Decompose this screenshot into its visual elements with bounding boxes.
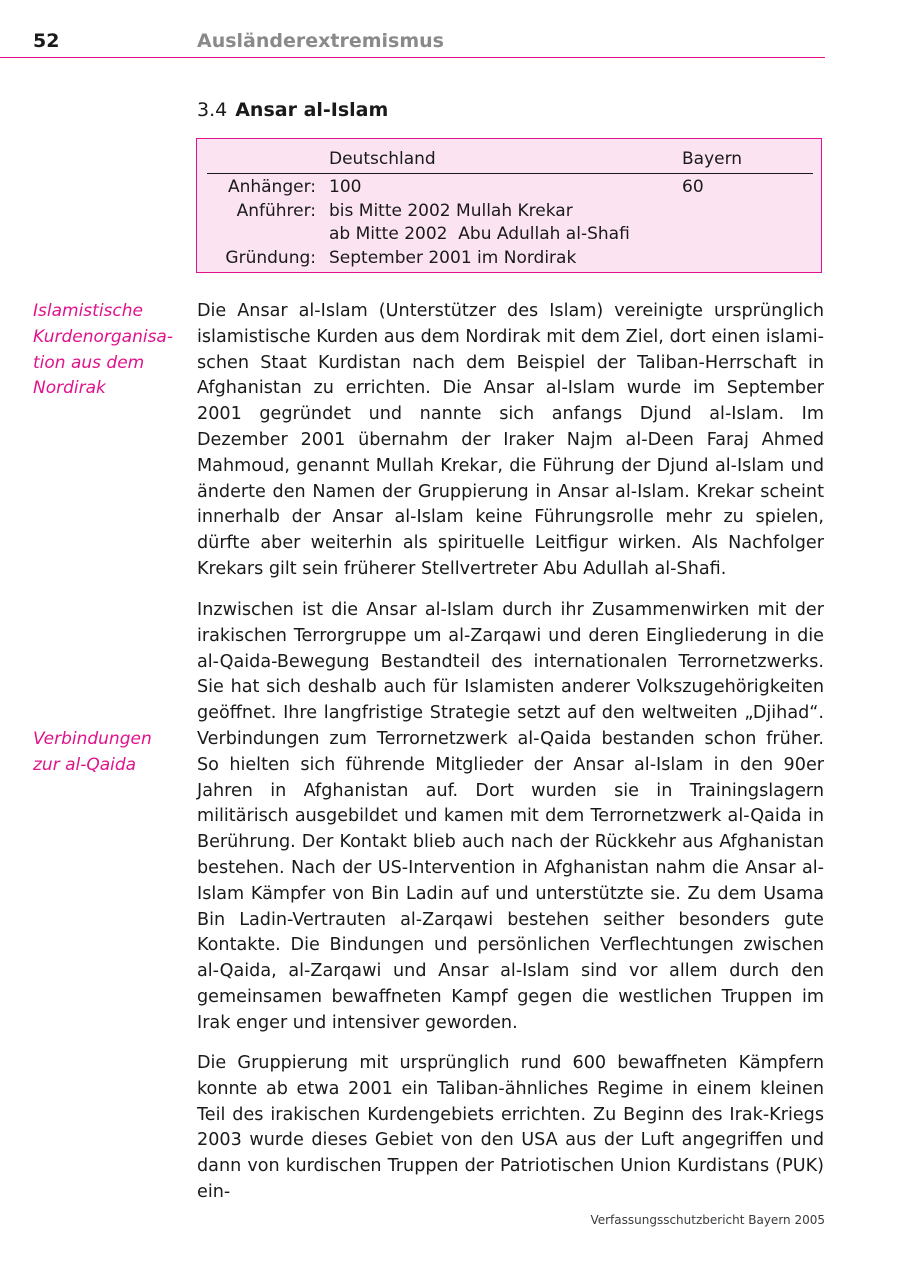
fact-row-leader-2: [197, 223, 821, 247]
founding-value: September 2001 im Nordirak: [329, 247, 577, 268]
margin-note-line: zur al-Qaida: [33, 754, 137, 775]
margin-note-line: Islamistische: [33, 301, 143, 321]
leader-2: ab Mitte 2002 Abu Adullah al-Shafi: [329, 224, 630, 244]
fact-row-supporters: [197, 176, 821, 200]
margin-note-line: Kurdenorganisa-: [33, 326, 173, 347]
section-heading: [197, 99, 388, 121]
margin-note-line: Nordirak: [33, 378, 106, 399]
paragraph-1: Die Ansar al-Islam (Unterstützer des Islam) vereinigte ursprünglich islamistische Kurden aus dem Nordirak mit dem Ziel, dort einen islamischen Staat Kurdistan nach dem Beispiel der Taliban-Herrschaft in Afghanistan zu errichten. Die Ansar al-Islam wurde im September 2001 gegründet und nannte sich anfangs Djund al-Islam. Im Dezember 2001 übernahm der Iraker Najm al-Deen Faraj Ahmed Mahmoud, genannt Mullah Krekar, die Führung der Djund al-Islam und änderte den Namen der Gruppierung in Ansar al-Islam. Krekar scheint innerhalb der Ansar al-Islam keine Führungsrolle mehr zu spielen, dürfte aber weiterhin als spirituelle Leitfigur wirken. Als Nachfolger Krekars gilt sein früherer Stellvertreter Abu Adullah al-Shafi.: [197, 301, 824, 579]
paragraph-3: Die Gruppierung mit ursprünglich rund 600 bewaffneten Kämpfern konnte ab etwa 2001 ein Taliban-ähnliches Regime in einem kleinen Teil des irakischen Kurdengebiets errichten. Zu Beginn des Irak-Kriegs 2003 wurde dieses Gebiet von den USA aus der Luft angegriffen und dann von kurdischen Truppen der Patriotischen Union Kurdistans (PUK) ein-: [197, 1053, 824, 1202]
column-header-germany: Deutschland: [329, 149, 436, 169]
fact-box-header-rule: [207, 173, 813, 174]
section-number: 3.4: [197, 99, 228, 121]
margin-note-line: tion aus dem: [33, 352, 145, 373]
leaders-label: Anführer:: [236, 200, 316, 221]
margin-note-al-qaida-links: [33, 727, 178, 779]
footer-text: Verfassungsschutzbericht Bayern 2005: [590, 1213, 825, 1227]
paragraph-2: Inzwischen ist die Ansar al-Islam durch ihr Zusammenwirken mit der irakischen Terrorgruppe um al-Zarqawi und deren Eingliederung in die al-Qaida-Bewegung Bestandteil des internationalen Terrornetzwerks. Sie hat sich deshalb auch für Islamisten anderer Volkszugehörigkeiten geöffnet. Ihre langfristige Strategie setzt auf den weltweiten „Djihad“. Verbindungen zum Terrornetzwerk al-Qaida bestanden schon früher. So hielten sich führende Mitglieder der Ansar al-Islam in den 90er Jahren in Afghanistan auf. Dort wurden sie in Trainingslagern militärisch ausgebildet und kamen mit dem Terrornetzwerk al-Qaida in Berührung. Der Kontakt blieb auch nach der Rückkehr aus Afghanistan bestehen. Nach der US-Intervention in Afghanistan nahm die Ansar al-Islam Kämpfer von Bin Ladin auf und unterstützte sie. Zu dem Usama Bin Ladin-Vertrauten al-Zarqawi bestehen seither besonders gute Kontakte. Die Bindungen und persönlichen Verflechtungen zwischen al-Qaida, al-Zarqawi und Ansar al-Islam sind vor allem durch den gemeinsamen bewaffneten Kampf gegen die westlichen Truppen im Irak enger und intensiver geworden.: [197, 600, 824, 1033]
fact-row-leaders: [197, 200, 821, 224]
section-title: Ansar al-Islam: [235, 99, 389, 121]
founding-label: Gründung:: [225, 247, 316, 268]
fact-box: [196, 138, 822, 273]
supporters-bavaria: 60: [682, 177, 704, 197]
fact-row-founding: [197, 247, 821, 271]
margin-note-line: Verbindungen: [33, 729, 152, 749]
column-header-bavaria: Bayern: [682, 149, 743, 169]
supporters-label: Anhänger:: [227, 177, 316, 197]
header-rule: [0, 57, 825, 58]
margin-note-kurdish-organisation: [33, 299, 178, 402]
leader-1: bis Mitte 2002 Mullah Krekar: [329, 200, 573, 221]
supporters-germany: 100: [329, 177, 362, 197]
page-number: 52: [33, 30, 60, 52]
running-title: Ausländerextremismus: [197, 30, 444, 52]
